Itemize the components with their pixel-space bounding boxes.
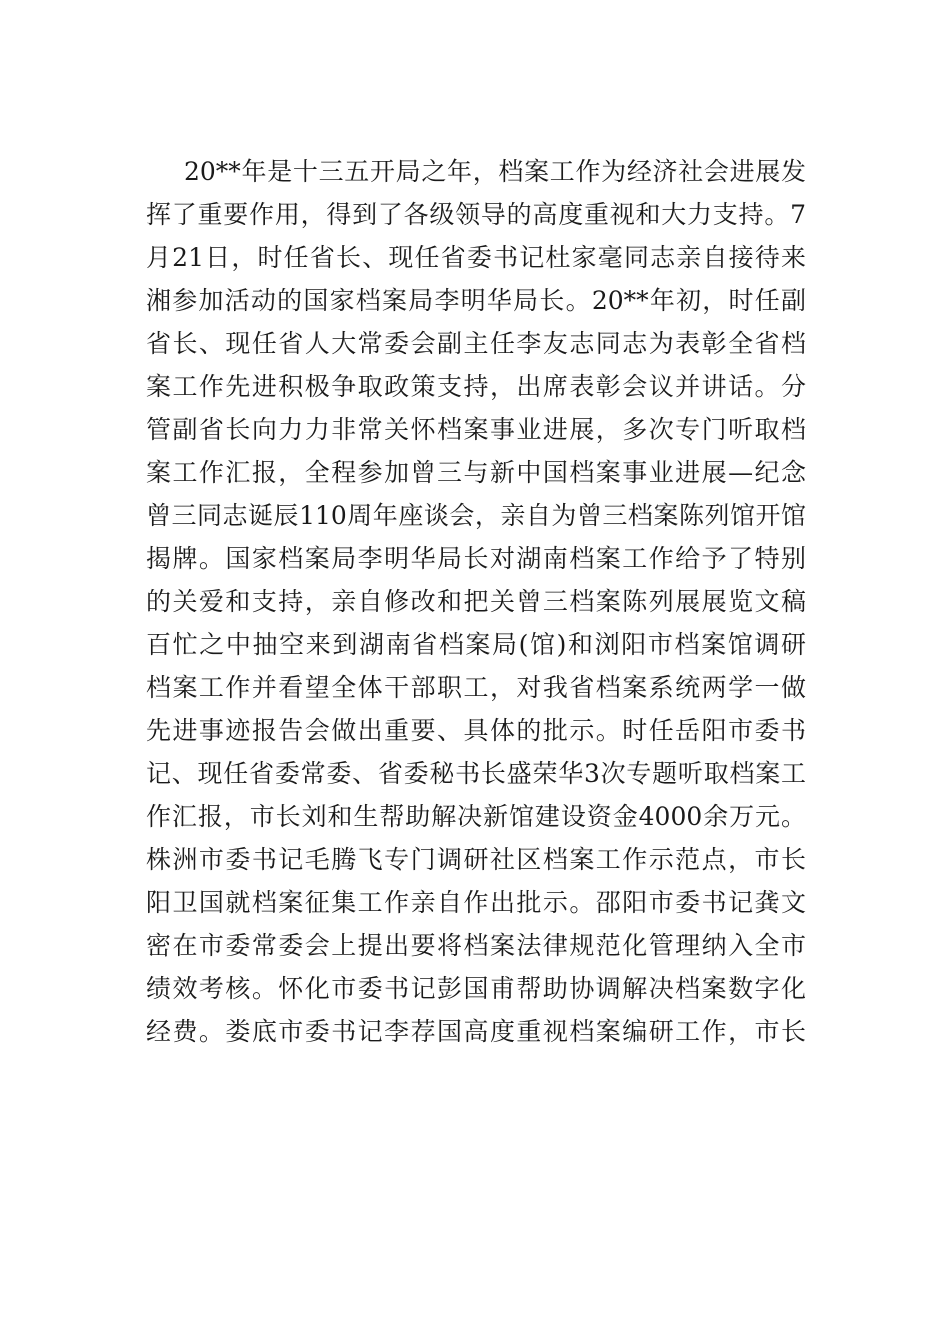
- paragraph-line: 湘参加活动的国家档案局李明华局长。20**年初，时任副: [146, 286, 806, 315]
- paragraph-line: 挥了重要作用，得到了各级领导的高度重视和大力支持。7: [146, 200, 806, 229]
- paragraph-line: 档案工作并看望全体干部职工，对我省档案系统两学一做: [146, 673, 806, 702]
- paragraph-line: 作汇报，市长刘和生帮助解决新馆建设资金4000余万元。: [146, 802, 806, 831]
- paragraph-line: 20**年是十三五开局之年，档案工作为经济社会进展发: [184, 157, 806, 186]
- paragraph-line: 省长、现任省人大常委会副主任李友志同志为表彰全省档: [146, 329, 806, 358]
- paragraph-line: 揭牌。国家档案局李明华局长对湖南档案工作给予了特别: [146, 544, 806, 573]
- paragraph-line: 绩效考核。怀化市委书记彭国甫帮助协调解决档案数字化: [146, 974, 806, 1003]
- paragraph-line: 月21日，时任省长、现任省委书记杜家毫同志亲自接待来: [146, 243, 806, 272]
- paragraph-line: 株洲市委书记毛腾飞专门调研社区档案工作示范点，市长: [146, 845, 806, 874]
- paragraph-line: 百忙之中抽空来到湖南省档案局(馆)和浏阳市档案馆调研: [146, 630, 806, 659]
- paragraph-line: 曾三同志诞辰110周年座谈会，亲自为曾三档案陈列馆开馆: [146, 501, 806, 530]
- paragraph-line: 的关爱和支持，亲自修改和把关曾三档案陈列展展览文稿: [146, 587, 806, 616]
- paragraph-line: 记、现任省委常委、省委秘书长盛荣华3次专题听取档案工: [146, 759, 806, 788]
- paragraph-line: 管副省长向力力非常关怀档案事业进展，多次专门听取档: [146, 415, 806, 444]
- document-body: [146, 150, 806, 1053]
- paragraph-line: 阳卫国就档案征集工作亲自作出批示。邵阳市委书记龚文: [146, 888, 806, 917]
- paragraph-line: 案工作先进积极争取政策支持，出席表彰会议并讲话。分: [146, 372, 806, 401]
- paragraph-line: 经费。娄底市委书记李荐国高度重视档案编研工作，市长: [146, 1017, 806, 1046]
- paragraph-line: 密在市委常委会上提出要将档案法律规范化管理纳入全市: [146, 931, 806, 960]
- paragraph-line: 先进事迹报告会做出重要、具体的批示。时任岳阳市委书: [146, 716, 806, 745]
- paragraph-line: 案工作汇报，全程参加曾三与新中国档案事业进展—纪念: [146, 458, 806, 487]
